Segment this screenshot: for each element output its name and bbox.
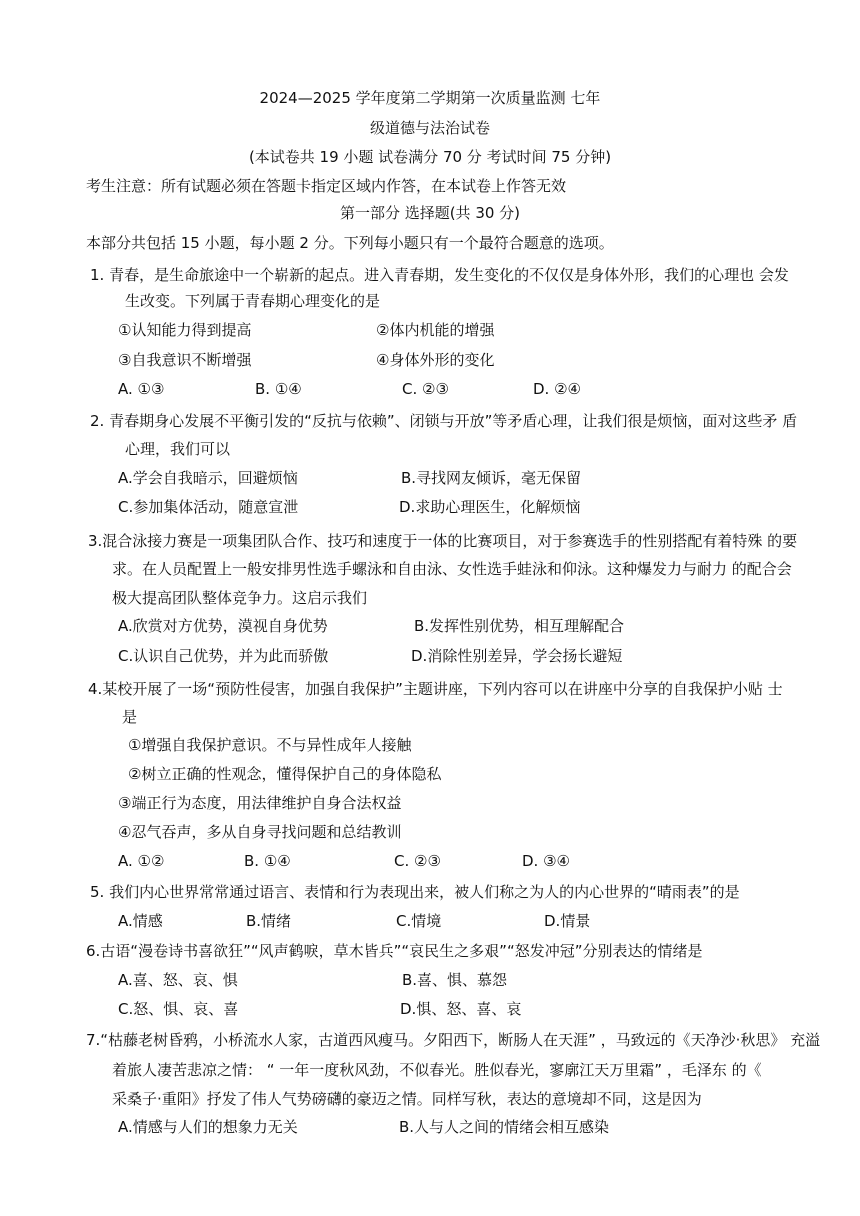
option-a: A.情感与人们的想象力无关	[118, 1118, 298, 1136]
candidate-notice: 考生注意：所有试题必须在答题卡指定区域内作答，在本试卷上作答无效	[86, 177, 567, 195]
statement: ④身体外形的变化	[376, 351, 495, 369]
option-b: B.发挥性别优势，相互理解配合	[414, 617, 625, 635]
question-stem: 7.“枯藤老树昏鸦，小桥流水人家，古道西风瘦马。夕阳西下，断肠人在天涯” ，马致远的《天净沙·秋思》 充溢	[86, 1031, 821, 1049]
option-c: C.参加集体活动，随意宣泄	[118, 498, 299, 516]
option-b: B.寻找网友倾诉，毫无保留	[401, 469, 582, 487]
option-c: C. ②③	[394, 852, 441, 870]
statement: ②树立正确的性观念，懂得保护自己的身体隐私	[128, 765, 442, 783]
option-d: D. ②④	[533, 380, 581, 398]
part-intro: 本部分共包括 15 小题，每小题 2 分。下列每小题只有一个最符合题意的选项。	[86, 234, 614, 252]
option-b: B. ①④	[244, 852, 291, 870]
option-a: A.欣赏对方优势，漠视自身优势	[118, 617, 328, 635]
question-stem: 是	[122, 708, 138, 726]
option-b: B.喜、惧、慕怨	[402, 971, 508, 989]
question-stem: 生改变。下列属于青春期心理变化的是	[125, 292, 381, 310]
option-b: B. ①④	[255, 380, 302, 398]
statement: ③自我意识不断增强	[118, 351, 252, 369]
question-stem: 1. 青春，是生命旅途中一个崭新的起点。进入青春期，发生变化的不仅仅是身体外形，我们的心理也 会发	[90, 266, 789, 284]
option-d: D.消除性别差异，学会扬长避短	[411, 647, 623, 665]
exam-title-line2: 级道德与法治试卷	[369, 119, 490, 137]
statement: ①增强自我保护意识。不与异性成年人接触	[128, 736, 412, 754]
option-d: D.求助心理医生，化解烦恼	[399, 498, 581, 516]
question-stem: 求。在人员配置上一般安排男性选手螺泳和自由泳、女性选手蛙泳和仰泳。这种爆发力与耐力 的配合会	[112, 560, 792, 578]
option-c: C.情境	[396, 912, 442, 930]
statement: ④忍气吞声，多从自身寻找问题和总结教训	[118, 823, 402, 841]
option-a: A.喜、怒、哀、惧	[118, 971, 238, 989]
statement: ①认知能力得到提高	[118, 321, 252, 339]
option-a: A. ①②	[118, 852, 165, 870]
statement: ②体内机能的增强	[376, 321, 495, 339]
part-title: 第一部分 选择题(共 30 分)	[339, 204, 521, 222]
question-stem: 4.某校开展了一场“预防性侵害，加强自我保护”主题讲座，下列内容可以在讲座中分享的自我保护小贴 士	[88, 680, 783, 698]
question-stem: 3.混合泳接力赛是一项集团队合作、技巧和速度于一体的比赛项目，对于参赛选手的性别搭配有着特殊 的要	[88, 532, 798, 550]
question-stem: 着旅人凄苦悲凉之情： “ 一年一度秋风劲，不似春光。胜似春光，寥廓江天万里霜” ，毛泽东 的《	[112, 1061, 762, 1079]
option-a: A.情感	[118, 912, 163, 930]
option-d: D. ③④	[522, 852, 570, 870]
option-c: C.怒、惧、哀、喜	[118, 1000, 239, 1018]
option-d: D.惧、怒、喜、哀	[400, 1000, 522, 1018]
question-stem: 2. 青春期身心发展不平衡引发的“反抗与依赖”、闭锁与开放”等矛盾心理，让我们很是烦恼，面对这些矛 盾	[90, 412, 798, 430]
question-stem: 采桑子·重阳》抒发了伟人气势磅礴的豪迈之情。同样写秋，表达的意境却不同，这是因为	[112, 1090, 702, 1108]
option-d: D.情景	[544, 912, 591, 930]
option-b: B.人与人之间的情绪会相互感染	[399, 1118, 610, 1136]
statement: ③端正行为态度，用法律维护自身合法权益	[118, 794, 402, 812]
option-b: B.情绪	[246, 912, 292, 930]
question-stem: 心理，我们可以	[125, 440, 231, 458]
question-stem: 6.古语“漫卷诗书喜欲狂”“风声鹤唳，草木皆兵”“哀民生之多艰”“怒发冲冠”分别表达的情绪是	[86, 942, 703, 960]
option-a: A. ①③	[118, 380, 165, 398]
option-c: C. ②③	[402, 380, 449, 398]
question-stem: 5. 我们内心世界常常通过语言、表情和行为表现出来，被人们称之为人的内心世界的“晴雨表”的是	[90, 883, 740, 901]
option-a: A.学会自我暗示，回避烦恼	[118, 469, 298, 487]
question-stem: 极大提高团队整体竞争力。这启示我们	[112, 589, 368, 607]
exam-info: (本试卷共 19 小题 试卷满分 70 分 考试时间 75 分钟)	[248, 148, 612, 166]
option-c: C.认识自己优势，并为此而骄傲	[118, 647, 329, 665]
exam-title-line1: 2024—2025 学年度第二学期第一次质量监测 七年	[259, 89, 601, 107]
